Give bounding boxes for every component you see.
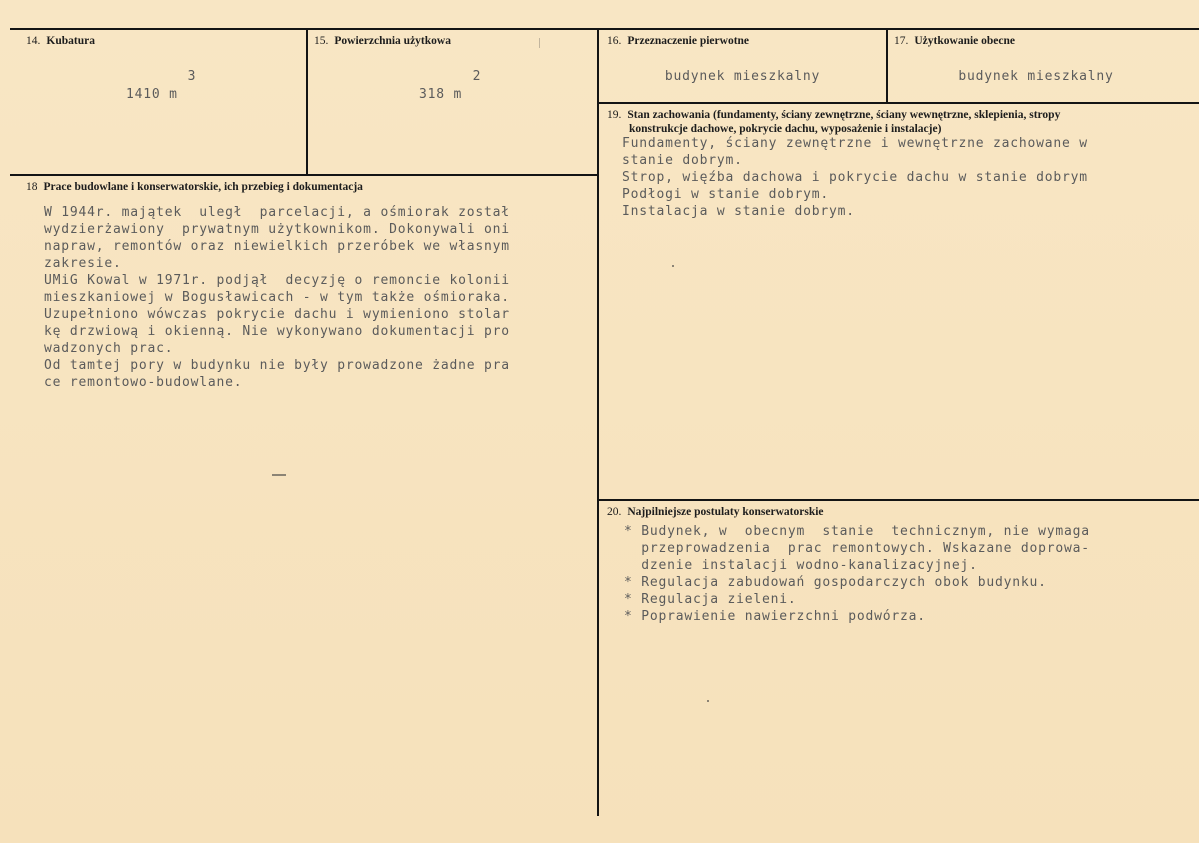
field-18-number: 18 bbox=[26, 181, 38, 193]
field-20-number: 20. bbox=[607, 506, 622, 518]
field-19-title-line1: Stan zachowania (fundamenty, ściany zewnętrzne, ściany wewnętrzne, sklepienia, stropy bbox=[627, 109, 1061, 121]
paper-mark bbox=[707, 700, 709, 702]
f16-f17-divider bbox=[886, 30, 888, 102]
field-18-line: mieszkaniowej w Bogusławicach - w tym także ośmioraka. bbox=[44, 290, 510, 305]
top-border bbox=[10, 28, 1199, 30]
field-18-line: Uzupełniono wówczas pokrycie dachu i wymieniono stolar bbox=[44, 307, 510, 322]
field-17-value: budynek mieszkalny bbox=[958, 69, 1114, 84]
center-divider bbox=[597, 28, 599, 816]
field-20-title: Najpilniejsze postulaty konserwatorskie bbox=[627, 506, 824, 518]
field-18-line: kę drzwiową i okienną. Nie wykonywano dokumentacji pro bbox=[44, 324, 510, 339]
field-20-label bbox=[607, 505, 824, 519]
field-18-text bbox=[44, 204, 510, 391]
right-row1-bottom bbox=[599, 102, 1199, 104]
field-20-line: * Regulacja zieleni. bbox=[624, 592, 797, 607]
field-15-number: 15. bbox=[314, 35, 329, 47]
field-16-title: Przeznaczenie pierwotne bbox=[627, 35, 750, 47]
field-16-label bbox=[607, 34, 749, 48]
field-18-line: Od tamtej pory w budynku nie były prowadzone żadne pra bbox=[44, 358, 510, 373]
paper-mark bbox=[672, 265, 674, 267]
field-18-title: Prace budowlane i konserwatorskie, ich przebieg i dokumentacja bbox=[43, 181, 363, 193]
field-14-exponent: 3 bbox=[187, 69, 197, 84]
field-20-text bbox=[624, 523, 1090, 625]
field-20-line: * Regulacja zabudowań gospodarczych obok budynku. bbox=[624, 575, 1047, 590]
field-19-line: Instalacja w stanie dobrym. bbox=[622, 204, 855, 219]
field-16-number: 16. bbox=[607, 35, 622, 47]
field-19-line: Strop, więźba dachowa i pokrycie dachu w stanie dobrym bbox=[622, 170, 1088, 185]
field-18-line: wydzierżawiony prywatnym użytkownikom. Dokonywali oni bbox=[44, 222, 510, 237]
field-20-line: * Poprawienie nawierzchni podwórza. bbox=[624, 609, 926, 624]
f14-f15-divider bbox=[306, 30, 308, 174]
field-15-label bbox=[314, 34, 451, 48]
field-17-label bbox=[894, 34, 1015, 48]
field-18-label bbox=[26, 180, 363, 194]
field-18-line: ce remontowo-budowlane. bbox=[44, 375, 243, 390]
field-15-value: 318 m bbox=[419, 87, 463, 102]
field-19-label bbox=[607, 108, 1060, 122]
field-18-line: napraw, remontów oraz niewielkich przeróbek we własnym bbox=[44, 239, 510, 254]
field-20-line: dzenie instalacji wodno-kanalizacyjnej. bbox=[624, 558, 978, 573]
field-14-title: Kubatura bbox=[46, 35, 95, 47]
field-19-text bbox=[622, 135, 1088, 220]
field-18-line: wadzonych prac. bbox=[44, 341, 174, 356]
field-19-line: Fundamenty, ściany zewnętrzne i wewnętrzne zachowane w bbox=[622, 136, 1088, 151]
field-18-line: W 1944r. majątek uległ parcelacji, a ośmiorak został bbox=[44, 205, 510, 220]
field-16-value: budynek mieszkalny bbox=[664, 69, 821, 84]
field-17-title: Użytkowanie obecne bbox=[914, 35, 1015, 47]
field-15-title: Powierzchnia użytkowa bbox=[334, 35, 451, 47]
field-14-value: 1410 m bbox=[126, 87, 178, 102]
field-19-label-line2: konstrukcje dachowe, pokrycie dachu, wyposażenie i instalacje) bbox=[629, 123, 942, 135]
field-14-label bbox=[26, 34, 95, 48]
field-14-number: 14. bbox=[26, 35, 41, 47]
field-20-line: * Budynek, w obecnym stanie technicznym, nie wymaga bbox=[624, 524, 1090, 539]
paper-mark bbox=[539, 38, 540, 48]
field-20-line: przeprowadzenia prac remontowych. Wskazane doprowa- bbox=[624, 541, 1090, 556]
field-19-line: Podłogi w stanie dobrym. bbox=[622, 187, 830, 202]
field-15-exponent: 2 bbox=[472, 69, 482, 84]
field-18-line: zakresie. bbox=[44, 256, 122, 271]
field-19-line: stanie dobrym. bbox=[622, 153, 743, 168]
field-18-line: UMiG Kowal w 1971r. podjął decyzję o remoncie kolonii bbox=[44, 273, 510, 288]
f19-f20-divider bbox=[599, 499, 1199, 501]
left-row1-bottom bbox=[10, 174, 597, 176]
field-17-number: 17. bbox=[894, 35, 909, 47]
field-19-number: 19. bbox=[607, 109, 622, 121]
paper-mark bbox=[272, 474, 286, 476]
